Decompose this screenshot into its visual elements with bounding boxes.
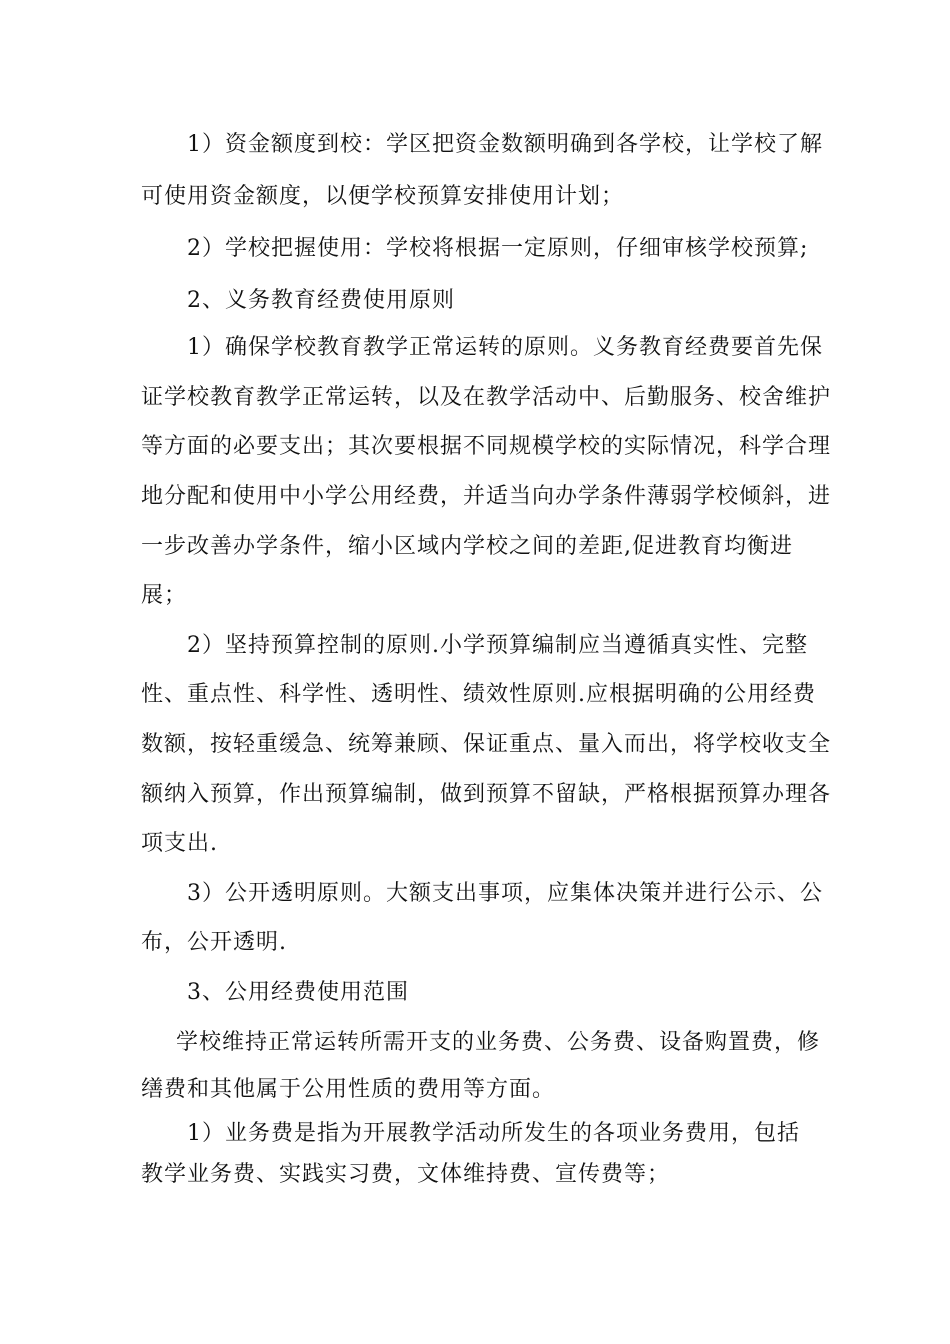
section-heading: 2、义务教育经费使用原则: [187, 288, 455, 313]
text-line: 2）学校把握使用：学校将根据一定原则，仔细审核学校预算;: [187, 236, 809, 261]
section-heading: 3、公用经费使用范围: [187, 980, 409, 1005]
text-line: 性、重点性、科学性、透明性、绩效性原则.应根据明确的公用经费: [141, 682, 816, 707]
text-line: 一步改善办学条件，缩小区域内学校之间的差距,促进教育均衡进: [141, 534, 793, 559]
text-line: 证学校教育教学正常运转，以及在教学活动中、后勤服务、校舍维护: [141, 385, 832, 410]
text-line: 地分配和使用中小学公用经费，并适当向办学条件薄弱学校倾斜，进: [141, 484, 832, 509]
text-line: 学校维持正常运转所需开支的业务费、公务费、设备购置费，修: [176, 1030, 821, 1055]
text-line: 可使用资金额度，以便学校预算安排使用计划；: [141, 184, 625, 209]
text-line: 等方面的必要支出；其次要根据不同规模学校的实际情况，科学合理: [141, 434, 832, 459]
text-line: 额纳入预算，作出预算编制，做到预算不留缺，严格根据预算办理各: [141, 782, 832, 807]
text-line: 项支出.: [141, 831, 218, 856]
text-line: 教学业务费、实践实习费，文体维持费、宣传费等；: [141, 1162, 671, 1187]
text-line: 2）坚持预算控制的原则.小学预算编制应当遵循真实性、完整: [187, 633, 808, 658]
text-line: 缮费和其他属于公用性质的费用等方面。: [141, 1077, 556, 1102]
text-line: 1）资金额度到校：学区把资金数额明确到各学校，让学校了解: [187, 132, 823, 157]
text-line: 3）公开透明原则。大额支出事项，应集体决策并进行公示、公: [187, 881, 823, 906]
text-line: 1）业务费是指为开展教学活动所发生的各项业务费用，包括: [187, 1121, 800, 1146]
text-line: 1）确保学校教育教学正常运转的原则。义务教育经费要首先保: [187, 335, 823, 360]
text-line: 数额，按轻重缓急、统筹兼顾、保证重点、量入而出，将学校收支全: [141, 732, 832, 757]
text-line: 布，公开透明.: [141, 930, 287, 955]
text-line: 展；: [141, 583, 188, 608]
